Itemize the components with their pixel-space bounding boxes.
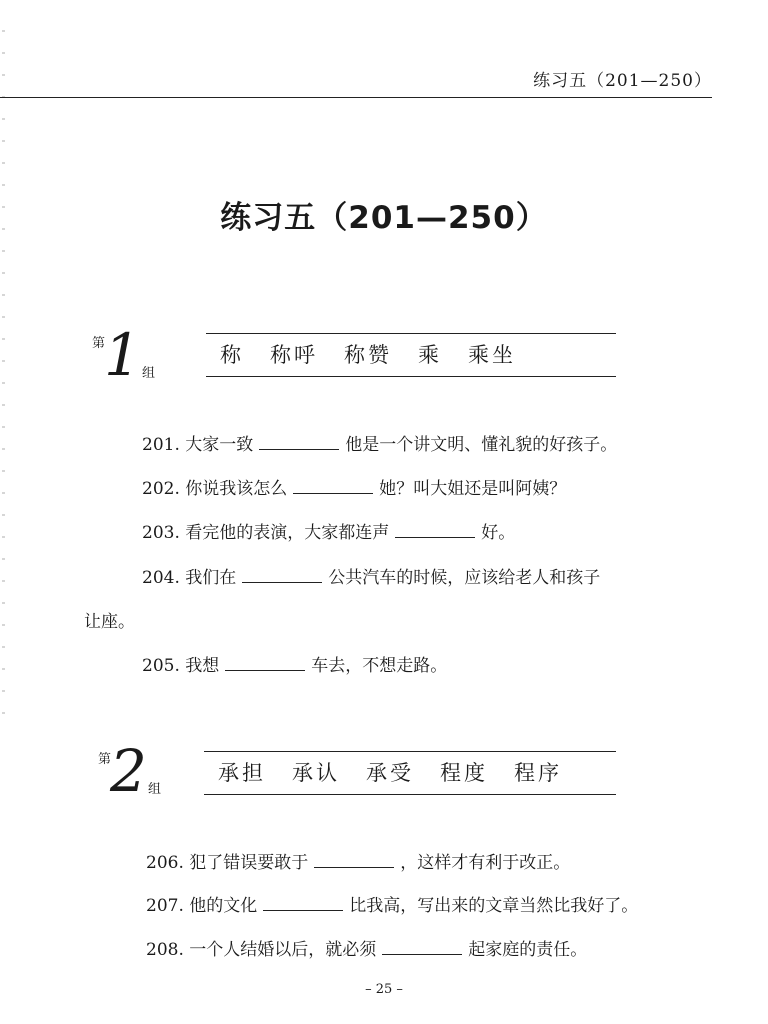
answer-blank[interactable]: [225, 669, 305, 671]
word: 称: [220, 343, 244, 367]
exercise-item-201: [142, 430, 617, 455]
item-text: 203. 看完他的表演，大家都连声: [142, 523, 390, 543]
item-text: 201. 大家一致: [142, 435, 254, 455]
item-text: 比我高，写出来的文章当然比我好了。: [349, 896, 639, 916]
item-text: 车去，不想走路。: [311, 656, 448, 676]
group-number: 2: [110, 737, 147, 805]
item-text: 207. 他的文化: [146, 896, 258, 916]
group-number: 1: [104, 321, 141, 389]
group-zu-label: 组: [148, 782, 162, 797]
scan-margin-dots: [2, 30, 5, 730]
item-text: 204. 我们在: [142, 568, 237, 588]
item-text: 206. 犯了错误要敢于: [146, 853, 309, 873]
running-header: 练习五（201—250）: [533, 71, 712, 91]
word: 程序: [514, 761, 562, 785]
item-text: 公共汽车的时候，应该给老人和孩子: [328, 568, 601, 588]
exercise-item-204: [142, 563, 600, 588]
exercise-title: 练习五（201—250）: [220, 200, 548, 236]
page-number: – 25 –: [365, 982, 403, 997]
header-rule: [0, 97, 712, 98]
word: 程度: [440, 761, 488, 785]
answer-blank[interactable]: [382, 953, 462, 955]
answer-blank[interactable]: [314, 866, 394, 868]
exercise-item-205: [142, 651, 447, 676]
item-text: 好。: [481, 523, 516, 543]
exercise-item-202: [142, 474, 566, 499]
answer-blank[interactable]: [259, 448, 339, 450]
group-2-marker: [98, 737, 178, 818]
word: 承受: [366, 761, 414, 785]
item-text: 起家庭的责任。: [468, 940, 588, 960]
word-list: [206, 334, 616, 376]
item-text: 他是一个讲文明、懂礼貌的好孩子。: [345, 435, 618, 455]
word: 承认: [292, 761, 340, 785]
group-di-label: 第: [98, 752, 112, 767]
exercise-item-207: [146, 891, 638, 916]
item-text: 她？叫大姐还是叫阿姨？: [379, 479, 567, 499]
answer-blank[interactable]: [293, 492, 373, 494]
exercise-item-206: [146, 848, 570, 873]
group-1-word-box: [206, 333, 616, 377]
word: 称赞: [344, 343, 392, 367]
answer-blank[interactable]: [395, 536, 475, 538]
word: 乘: [418, 343, 442, 367]
answer-blank[interactable]: [242, 581, 322, 583]
group-1-marker: [92, 321, 172, 402]
group-zu-label: 组: [142, 366, 156, 381]
item-text: 208. 一个人结婚以后，就必须: [146, 940, 377, 960]
answer-blank[interactable]: [263, 909, 343, 911]
item-text: ，这样才有利于改正。: [400, 853, 571, 873]
group-2-word-box: [204, 751, 616, 795]
group-di-label: 第: [92, 336, 106, 351]
item-text: 205. 我想: [142, 656, 220, 676]
word: 乘坐: [468, 343, 516, 367]
exercise-item-203: [142, 518, 515, 543]
word: 称呼: [270, 343, 318, 367]
word-list: [204, 752, 616, 794]
exercise-item-208: [146, 935, 587, 960]
exercise-item-204-continuation: [84, 607, 135, 632]
item-text: 202. 你说我该怎么: [142, 479, 288, 499]
item-text: 让座。: [84, 612, 135, 632]
word: 承担: [218, 761, 266, 785]
